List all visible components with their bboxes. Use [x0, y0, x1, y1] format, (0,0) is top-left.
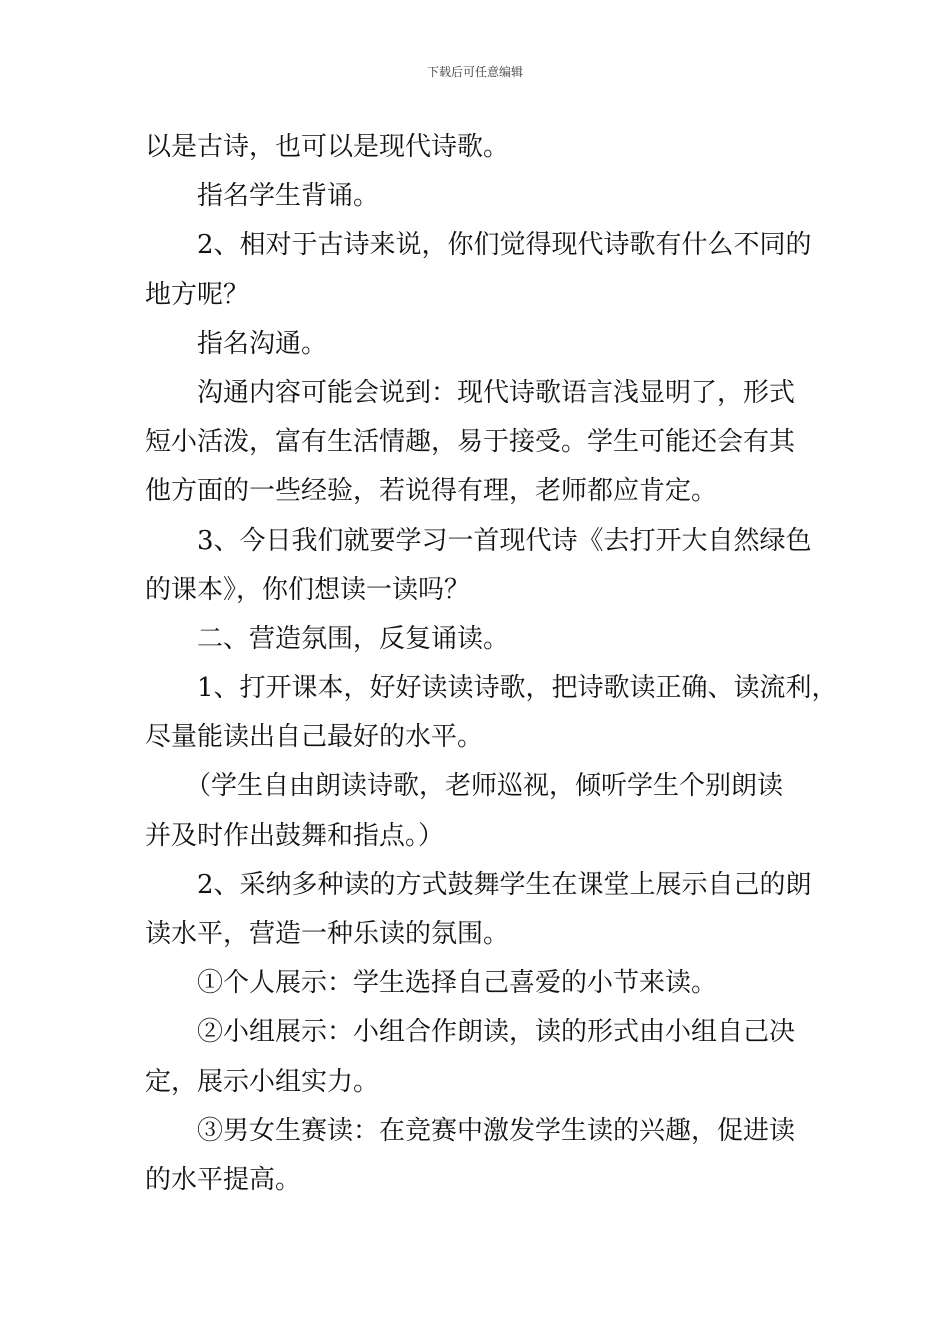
text-line: 他方面的一些经验，若说得有理，老师都应肯定。 [145, 476, 718, 507]
text-line: 定，展示小组实力。 [145, 1066, 380, 1097]
text-line: 以是古诗，也可以是现代诗歌。 [145, 132, 510, 162]
text-line: 地方呢？ [145, 279, 250, 310]
text-line: 2、采纳多种读的方式鼓舞学生在课堂上展示自己的朗 [197, 869, 812, 900]
text-line: 并及时作出鼓舞和指点。） [145, 820, 445, 851]
text-line: 的课本》，你们想读一读吗？ [145, 574, 471, 605]
text-line: 读水平，营造一种乐读的氛围。 [145, 919, 510, 949]
text-line: 指名学生背诵。 [197, 181, 380, 212]
page-header: 下载后可任意编辑 [426, 65, 523, 79]
text-line: 的水平提高。 [145, 1164, 302, 1195]
text-line: 指名沟通。 [197, 328, 328, 359]
text-line: 3、今日我们就要学习一首现代诗《去打开大自然绿色 [197, 525, 812, 556]
section-heading: 二、营造氛围，反复诵读。 [197, 623, 510, 654]
text-line: ②小组展示：小组合作朗读，读的形式由小组自己决 [197, 1017, 796, 1048]
text-line: 2、相对于古诗来说，你们觉得现代诗歌有什么不同的 [197, 230, 812, 261]
text-line: 短小活泼，富有生活情趣，易于接受。学生可能还会有其 [145, 427, 796, 458]
text-line: 尽量能读出自己最好的水平。 [145, 722, 484, 753]
text-line: （学生自由朗读诗歌，老师巡视，倾听学生个别朗读 [185, 771, 784, 802]
text-line: ①个人展示：学生选择自己喜爱的小节来读。 [197, 968, 718, 999]
text-line: 沟通内容可能会说到：现代诗歌语言浅显明了，形式 [197, 377, 796, 408]
text-line: ③男女生赛读：在竞赛中激发学生读的兴趣，促进读 [197, 1115, 796, 1146]
text-line: 1、打开课本，好好读读诗歌，把诗歌读正确、读流利， [197, 673, 838, 704]
document-body [145, 123, 838, 1205]
